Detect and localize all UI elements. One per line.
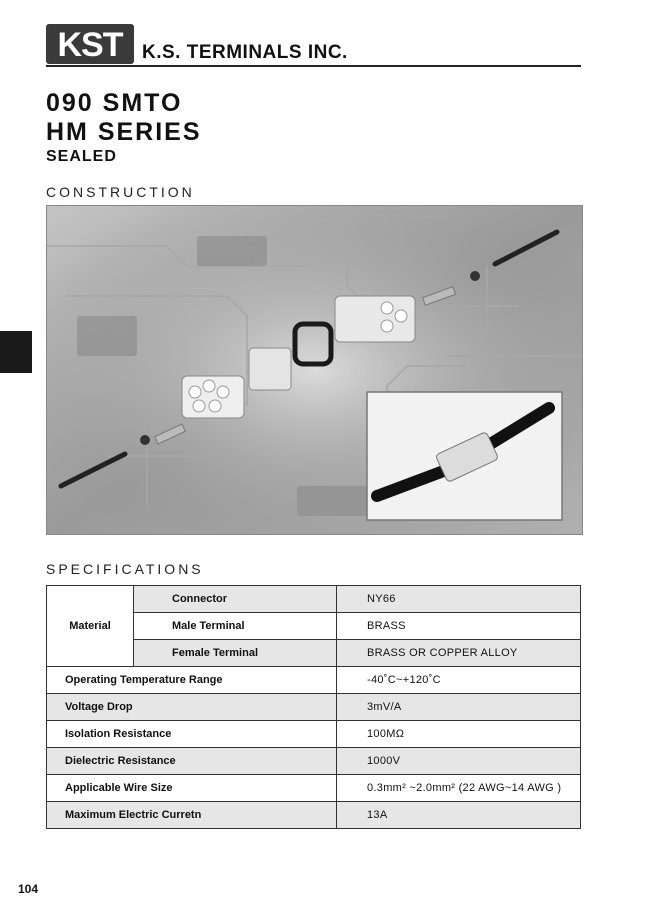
table-row	[47, 721, 581, 748]
construction-heading: CONSTRUCTION	[46, 184, 195, 200]
spec-label: Maximum Electric Curretn	[47, 802, 337, 829]
spec-value: NY66	[337, 586, 581, 613]
specifications-heading: SPECIFICATIONS	[46, 561, 204, 577]
spec-value: 3mV/A	[337, 694, 581, 721]
spec-label: Dielectric Resistance	[47, 748, 337, 775]
product-subtitle: SEALED	[46, 148, 117, 165]
construction-photo	[46, 205, 583, 535]
spec-value: 0.3mm² ~2.0mm² (22 AWG~14 AWG )	[337, 775, 581, 802]
spec-label: Voltage Drop	[47, 694, 337, 721]
spec-label: Female Terminal	[134, 640, 337, 667]
spec-label: Isolation Resistance	[47, 721, 337, 748]
spec-label: Male Terminal	[134, 613, 337, 640]
table-row	[47, 586, 581, 613]
spec-value: BRASS	[337, 613, 581, 640]
company-name: K.S. TERMINALS INC.	[142, 42, 348, 63]
table-row	[47, 748, 581, 775]
table-row	[47, 802, 581, 829]
spec-label: Connector	[134, 586, 337, 613]
spec-value: BRASS OR COPPER ALLOY	[337, 640, 581, 667]
spec-value: 1000V	[337, 748, 581, 775]
spec-label: Applicable Wire Size	[47, 775, 337, 802]
table-row	[47, 775, 581, 802]
kst-logo	[46, 22, 136, 66]
material-group-cell: Material	[47, 586, 134, 667]
spec-value: 13A	[337, 802, 581, 829]
specifications-table	[46, 585, 581, 829]
table-row	[47, 667, 581, 694]
side-tab-marker	[0, 331, 32, 373]
product-title-line2: HM SERIES	[46, 118, 202, 146]
logo-text: KST	[57, 26, 123, 64]
table-row	[47, 694, 581, 721]
product-title-line1: 090 SMTO	[46, 89, 183, 117]
spec-value: 100MΩ	[337, 721, 581, 748]
header-rule	[46, 65, 581, 67]
spec-value: -40˚C~+120˚C	[337, 667, 581, 694]
page-number: 104	[18, 882, 39, 896]
spec-label: Operating Temperature Range	[47, 667, 337, 694]
